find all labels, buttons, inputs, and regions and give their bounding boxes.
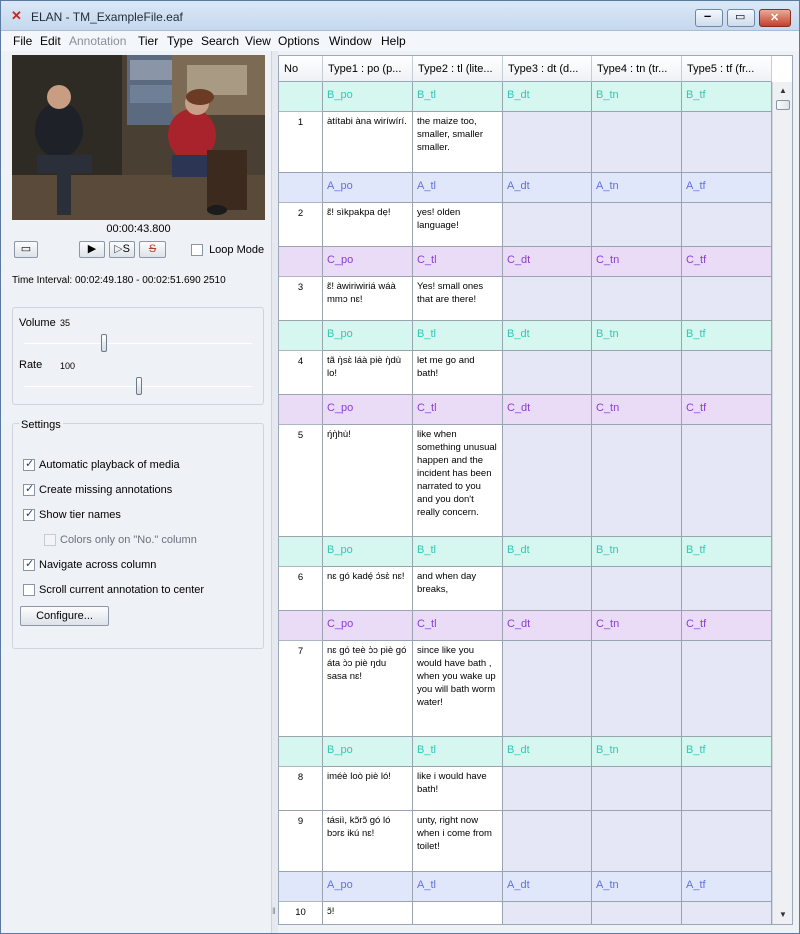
annotation-tf-cell[interactable]: [682, 277, 772, 321]
row-number-cell: 6: [279, 567, 323, 611]
configure-button[interactable]: Configure...: [20, 606, 109, 626]
tier-name-cell[interactable]: B_po: [323, 321, 413, 351]
annotation-po-cell[interactable]: àtítabi àna wiríwírí.: [323, 112, 413, 173]
tier-name-cell[interactable]: B_tn: [592, 537, 682, 567]
stop-selection-button[interactable]: [139, 241, 166, 258]
tier-name-cell[interactable]: B_tl: [413, 537, 503, 567]
option-automatic-playback-label: Automatic playback of media: [39, 459, 180, 472]
annotation-tn-cell[interactable]: [592, 902, 682, 925]
scroll-up-icon[interactable]: ▲: [779, 86, 787, 95]
annotation-table: [278, 55, 793, 925]
annotation-dt-cell[interactable]: [503, 641, 592, 737]
close-icon: ✕: [770, 12, 780, 24]
settings-title: Settings: [21, 419, 61, 431]
row-number-cell: 1: [279, 112, 323, 173]
annotation-tn-cell[interactable]: [592, 425, 682, 537]
annotation-dt-cell[interactable]: [503, 811, 592, 872]
column-header-hdr-type2[interactable]: Type2 : tl (lite...: [413, 56, 503, 82]
annotation-tf-cell[interactable]: [682, 351, 772, 395]
annotation-dt-cell[interactable]: [503, 567, 592, 611]
option-scroll-to-center-label: Scroll current annotation to center: [39, 584, 205, 597]
annotation-tf-cell[interactable]: [682, 203, 772, 247]
selection-mode-button[interactable]: [14, 241, 38, 258]
row-number-cell: 5: [279, 425, 323, 537]
option-scroll-to-center-checkbox[interactable]: [23, 584, 35, 596]
option-automatic-playback-checkbox[interactable]: [23, 459, 35, 471]
tier-name-cell[interactable]: C_dt: [503, 611, 592, 641]
tier-row-number-cell: [279, 247, 323, 277]
annotation-po-cell[interactable]: ɔ̃!: [323, 902, 413, 925]
tier-name-cell[interactable]: C_po: [323, 247, 413, 277]
option-create-missing-annotations-checkbox[interactable]: [23, 484, 35, 496]
annotation-po-cell[interactable]: nɛ gó kadẹ́ ɔ́sɛ̀ nɛ!: [323, 567, 413, 611]
option-navigate-across-column-checkbox[interactable]: [23, 559, 35, 571]
loop-mode-toggle[interactable]: [191, 244, 264, 256]
tier-name-cell[interactable]: A_tn: [592, 173, 682, 203]
annotation-dt-cell[interactable]: [503, 425, 592, 537]
column-header-hdr-type1[interactable]: Type1 : po (p...: [323, 56, 413, 82]
tier-name-cell[interactable]: C_dt: [503, 395, 592, 425]
video-frame-image: [12, 55, 265, 220]
tier-name-cell[interactable]: A_dt: [503, 173, 592, 203]
tier-name-cell[interactable]: B_tf: [682, 321, 772, 351]
annotation-po-cell[interactable]: ŋ́ŋ̀hù!: [323, 425, 413, 537]
stop-selection-label: S: [148, 243, 157, 255]
menu-search[interactable]: Search: [201, 34, 240, 48]
annotation-tl-cell[interactable]: since like you would have bath , when you wake up you will bath worm water!: [413, 641, 503, 737]
tier-name-cell[interactable]: B_tl: [413, 82, 503, 112]
annotation-dt-cell[interactable]: [503, 112, 592, 173]
vertical-scrollbar[interactable]: [772, 82, 793, 925]
annotation-po-cell[interactable]: tã ŋ̀sɛ̀ láà piè ŋ̀dù lo!: [323, 351, 413, 395]
tier-name-cell[interactable]: C_tl: [413, 247, 503, 277]
menu-annotation[interactable]: Annotation: [69, 34, 127, 48]
option-show-tier-names-label: Show tier names: [39, 509, 121, 522]
menu-bar: [1, 31, 799, 51]
annotation-tf-cell[interactable]: [682, 767, 772, 811]
menu-view[interactable]: View: [245, 34, 271, 48]
volume-rate-panel: [12, 307, 264, 405]
annotation-dt-cell[interactable]: [503, 277, 592, 321]
tier-name-cell[interactable]: B_dt: [503, 321, 592, 351]
column-header-hdr-type5[interactable]: Type5 : tf (fr...: [682, 56, 772, 82]
option-navigate-across-column-label: Navigate across column: [39, 559, 157, 572]
option-create-missing-annotations[interactable]: [23, 484, 172, 500]
maximize-icon: ▭: [735, 11, 746, 23]
tier-name-cell[interactable]: A_tn: [592, 872, 682, 902]
rate-label: Rate: [19, 359, 43, 371]
scroll-down-icon[interactable]: ▼: [779, 910, 787, 919]
tier-name-cell[interactable]: B_tn: [592, 82, 682, 112]
annotation-tf-cell[interactable]: [682, 112, 772, 173]
tier-name-cell[interactable]: B_po: [323, 82, 413, 112]
column-header-hdr-no[interactable]: No: [279, 56, 323, 82]
annotation-tl-cell[interactable]: unty, right now when i come from toilet!: [413, 811, 503, 872]
annotation-tl-cell[interactable]: the maize too, smaller, smaller smaller.: [413, 112, 503, 173]
annotation-dt-cell[interactable]: [503, 351, 592, 395]
annotation-po-cell[interactable]: nɛ gó teè ɔ̀ɔ piè gó áta ɔ̀ɔ piè ŋdu sasa nɛ!: [323, 641, 413, 737]
row-number-cell: 10: [279, 902, 323, 925]
annotation-po-cell[interactable]: ɛ̃! àwiriwiriá wáà mmɔ nɛ!: [323, 277, 413, 321]
loop-mode-checkbox[interactable]: [191, 244, 203, 256]
splitter-grip-icon: ‖: [272, 906, 276, 916]
minimize-button[interactable]: [695, 9, 723, 27]
annotation-tn-cell[interactable]: [592, 112, 682, 173]
row-number-cell: 2: [279, 203, 323, 247]
tier-name-cell[interactable]: C_tl: [413, 611, 503, 641]
menu-tier[interactable]: Tier: [138, 34, 159, 48]
option-colors-only-no-column-checkbox: [44, 534, 56, 546]
panel-splitter[interactable]: [271, 51, 278, 933]
annotation-tf-cell[interactable]: [682, 641, 772, 737]
menu-edit[interactable]: Edit: [40, 34, 61, 48]
tier-name-cell[interactable]: B_tn: [592, 737, 682, 767]
annotation-tn-cell[interactable]: [592, 641, 682, 737]
annotation-tl-cell[interactable]: yes! olden language!: [413, 203, 503, 247]
annotation-tn-cell[interactable]: [592, 811, 682, 872]
annotation-tn-cell[interactable]: [592, 203, 682, 247]
tier-row-number-cell: [279, 173, 323, 203]
annotation-po-cell[interactable]: iméè loò piè ló!: [323, 767, 413, 811]
option-automatic-playback[interactable]: [23, 459, 180, 475]
volume-value: 35: [60, 318, 71, 328]
annotation-tl-cell[interactable]: and when day breaks,: [413, 567, 503, 611]
annotation-tn-cell[interactable]: [592, 277, 682, 321]
tier-name-cell[interactable]: C_tf: [682, 247, 772, 277]
annotation-dt-cell[interactable]: [503, 902, 592, 925]
time-interval: Time Interval: 00:02:49.180 - 00:02:51.690 2510: [12, 275, 226, 286]
tier-name-cell[interactable]: B_po: [323, 537, 413, 567]
tier-name-cell[interactable]: B_tf: [682, 82, 772, 112]
annotation-po-cell[interactable]: tásiì, kɔ̃rɔ̃ gó ló bɔrɛ ikú nɛ!: [323, 811, 413, 872]
annotation-tl-cell[interactable]: like when something unusual happen and the incident has been narrated to you and you don't really concern.: [413, 425, 503, 537]
loop-mode-label: Loop Mode: [209, 244, 265, 257]
tier-name-cell[interactable]: B_dt: [503, 537, 592, 567]
tier-row-number-cell: [279, 872, 323, 902]
menu-window[interactable]: Window: [329, 34, 372, 48]
menu-help[interactable]: Help: [381, 34, 406, 48]
rate-value: 100: [60, 361, 76, 371]
option-show-tier-names[interactable]: [23, 509, 121, 525]
close-button[interactable]: [759, 9, 791, 27]
volume-slider-thumb[interactable]: [101, 334, 107, 352]
tier-name-cell[interactable]: A_tf: [682, 872, 772, 902]
annotation-tl-cell[interactable]: let me go and bath!: [413, 351, 503, 395]
annotation-tn-cell[interactable]: [592, 767, 682, 811]
option-navigate-across-column[interactable]: [23, 559, 156, 575]
tier-name-cell[interactable]: B_tf: [682, 537, 772, 567]
tier-row-number-cell: [279, 537, 323, 567]
tier-name-cell[interactable]: A_tf: [682, 173, 772, 203]
annotation-tl-cell[interactable]: [413, 902, 503, 925]
menu-options[interactable]: Options: [278, 34, 320, 48]
play-icon: ▶: [87, 243, 97, 255]
tier-name-cell[interactable]: B_po: [323, 737, 413, 767]
tier-name-cell[interactable]: B_tl: [413, 737, 503, 767]
tier-name-cell[interactable]: C_tn: [592, 247, 682, 277]
annotation-tl-cell[interactable]: like i would have bath!: [413, 767, 503, 811]
tier-row-number-cell: [279, 321, 323, 351]
tier-row-number-cell: [279, 737, 323, 767]
tier-name-cell[interactable]: C_tn: [592, 611, 682, 641]
volume-label: Volume: [19, 317, 56, 329]
annotation-dt-cell[interactable]: [503, 203, 592, 247]
volume-slider-track[interactable]: [24, 343, 252, 344]
tier-row-number-cell: [279, 395, 323, 425]
title-bar: [1, 1, 799, 31]
tier-name-cell[interactable]: C_dt: [503, 247, 592, 277]
tier-name-cell[interactable]: C_tf: [682, 611, 772, 641]
tier-name-cell[interactable]: B_dt: [503, 737, 592, 767]
annotation-po-cell[interactable]: ɛ̃! sìkpakpa dẹ!: [323, 203, 413, 247]
tier-name-cell[interactable]: C_tf: [682, 395, 772, 425]
media-timecode: 00:00:43.800: [106, 223, 171, 235]
column-header-hdr-type4[interactable]: Type4 : tn (tr...: [592, 56, 682, 82]
annotation-tl-cell[interactable]: Yes! small ones that are there!: [413, 277, 503, 321]
tier-name-cell[interactable]: C_po: [323, 395, 413, 425]
tier-name-cell[interactable]: A_po: [323, 173, 413, 203]
annotation-tf-cell[interactable]: [682, 567, 772, 611]
window-title: ELAN - TM_ExampleFile.eaf: [31, 10, 183, 24]
tier-name-cell[interactable]: A_tl: [413, 173, 503, 203]
column-header-hdr-type3[interactable]: Type3 : dt (d...: [503, 56, 592, 82]
menu-type[interactable]: Type: [167, 34, 194, 48]
tier-name-cell[interactable]: B_tl: [413, 321, 503, 351]
tier-name-cell[interactable]: B_dt: [503, 82, 592, 112]
tier-name-cell[interactable]: C_tl: [413, 395, 503, 425]
annotation-tf-cell[interactable]: [682, 902, 772, 925]
left-panel: [1, 51, 271, 933]
tier-name-cell[interactable]: A_dt: [503, 872, 592, 902]
scroll-thumb[interactable]: [776, 100, 790, 110]
option-create-missing-annotations-label: Create missing annotations: [39, 484, 173, 497]
row-number-cell: 8: [279, 767, 323, 811]
video-viewer[interactable]: [12, 55, 265, 220]
play-selection-label: S: [122, 243, 130, 255]
menu-file[interactable]: File: [13, 34, 33, 48]
tier-row-number-cell: [279, 82, 323, 112]
tier-name-cell[interactable]: A_po: [323, 872, 413, 902]
tier-name-cell[interactable]: C_tn: [592, 395, 682, 425]
annotation-tn-cell[interactable]: [592, 351, 682, 395]
tier-name-cell[interactable]: B_tf: [682, 737, 772, 767]
annotation-dt-cell[interactable]: [503, 767, 592, 811]
play-pause-button[interactable]: [79, 241, 105, 258]
minimize-icon: –: [704, 8, 712, 23]
annotation-tf-cell[interactable]: [682, 425, 772, 537]
annotation-tn-cell[interactable]: [592, 567, 682, 611]
row-number-cell: 4: [279, 351, 323, 395]
row-number-cell: 9: [279, 811, 323, 872]
option-colors-only-no-column-label: Colors only on "No." column: [60, 534, 197, 547]
selection-mode-icon: ▭: [20, 243, 32, 255]
option-scroll-to-center[interactable]: [23, 584, 204, 600]
row-number-cell: 7: [279, 641, 323, 737]
play-selection-button[interactable]: [109, 241, 135, 258]
maximize-button[interactable]: [727, 9, 755, 27]
row-number-cell: 3: [279, 277, 323, 321]
tier-name-cell[interactable]: A_tl: [413, 872, 503, 902]
play-selection-icon: ▷: [114, 243, 123, 255]
tier-name-cell[interactable]: C_po: [323, 611, 413, 641]
option-colors-only-no-column: [44, 534, 197, 550]
annotation-tf-cell[interactable]: [682, 811, 772, 872]
elan-app-icon: ✕: [11, 8, 22, 23]
tier-name-cell[interactable]: B_tn: [592, 321, 682, 351]
option-show-tier-names-checkbox[interactable]: [23, 509, 35, 521]
rate-slider-thumb[interactable]: [136, 377, 142, 395]
tier-row-number-cell: [279, 611, 323, 641]
